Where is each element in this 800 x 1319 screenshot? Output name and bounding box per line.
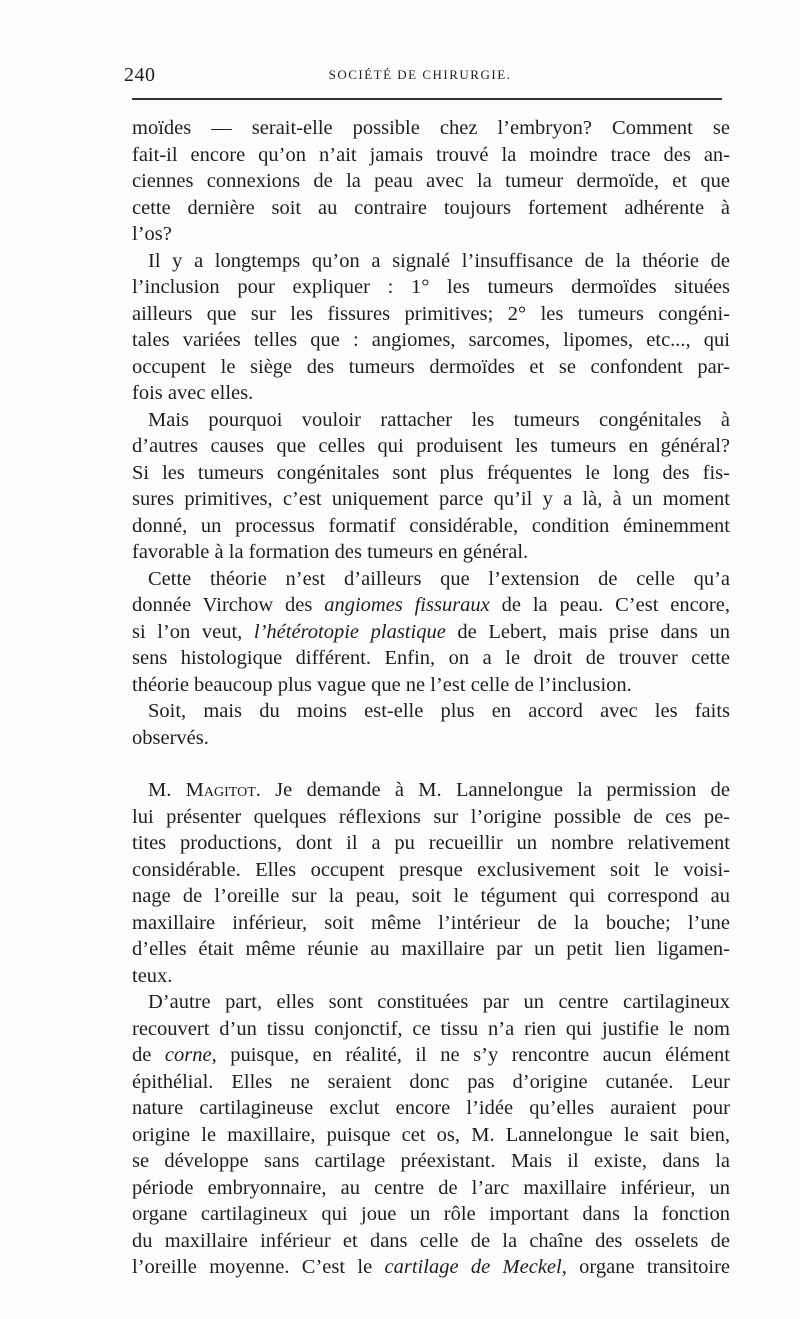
text-line: tites productions, dont il a pu recueillir un nombre relativement — [132, 832, 730, 854]
header-rule — [132, 98, 722, 100]
paragraph-4 — [132, 566, 730, 699]
italic-term: angiomes fissuraux — [324, 594, 490, 616]
text-line: considérable. Elles occupent presque exclusivement soit le voisi- — [132, 858, 730, 881]
text-line: maxillaire inférieur, soit même l’intérieur de la bouche; l’une — [132, 911, 730, 934]
text-run: donnée Virchow des — [132, 594, 325, 616]
text-line: fait-il encore qu’on n’ait jamais trouvé la moindre trace des an- — [132, 143, 730, 166]
text-line: Mais pourquoi vouloir rattacher les tumeurs congénitales à — [148, 408, 730, 431]
text-line: nage de l’oreille sur la peau, soit le tégument qui correspond au — [132, 885, 730, 907]
text-line: favorable à la formation des tumeurs en général. — [132, 541, 529, 563]
text-run: de Lebert, mais prise dans un — [445, 620, 730, 643]
text-line: période embryonnaire, au centre de l’arc maxillaire inférieur, un — [132, 1176, 730, 1199]
text-line: sures primitives, c’est uniquement parce qu’il y a là, à un moment — [132, 488, 730, 510]
text-run: , organe transitoire — [561, 1256, 731, 1278]
text-run: si l’on veut, — [132, 620, 254, 643]
text-line: moïdes — serait-elle possible chez l’embryon? Comment se — [132, 117, 730, 139]
text-line: ciennes connexions de la peau avec la tumeur dermoïde, et que — [132, 170, 730, 192]
text-line — [132, 619, 730, 646]
running-head: SOCIÉTÉ DE CHIRURGIE. — [328, 67, 512, 82]
page-number: 240 — [124, 64, 156, 86]
text-line: origine le maxillaire, puisque cet os, M. Lannelongue le sait bien, — [132, 1123, 730, 1146]
text-line: épithélial. Elles ne seraient donc pas d’origine cutanée. Leur — [132, 1070, 730, 1093]
paragraph-2 — [132, 248, 730, 407]
text-run: l’oreille moyenne. C’est le — [132, 1256, 385, 1278]
text-line: organe cartilagineux qui joue un rôle important dans la fonction — [132, 1203, 730, 1225]
speaker-prefix: M. — [148, 779, 186, 801]
italic-term: l’hétérotopie plastique — [253, 620, 446, 643]
text-line: nature cartilagineuse exclut encore l’idée qu’elles auraient pour — [132, 1097, 730, 1119]
text-line: d’elles était même réunie au maxillaire par un petit lien ligamen- — [132, 938, 730, 960]
text-line — [132, 1042, 730, 1069]
text-line: teux. — [132, 964, 173, 987]
text-line: fois avec elles. — [132, 382, 254, 404]
text-line: se développe sans cartilage préexistant. Mais il existe, dans la — [132, 1150, 730, 1172]
paragraph-7 — [132, 989, 730, 1281]
page-header — [120, 64, 720, 88]
text-run: de — [132, 1044, 165, 1066]
paragraph-6 — [132, 777, 730, 989]
text-line: tales variées telles que : angiomes, sarcomes, lipomes, etc..., qui — [132, 329, 730, 351]
text-line: recouvert d’un tissu conjonctif, ce tissu n’a rien qui justifie le nom — [132, 1017, 730, 1040]
text-run: . Je demande à M. Lannelongue la permission de — [255, 779, 730, 801]
text-line: D’autre part, elles sont constituées par un centre cartilagineux — [148, 991, 730, 1013]
text-line: Il y a longtemps qu’on a signalé l’insuffisance de la théorie de — [148, 249, 730, 272]
text-line: sens histologique différent. Enfin, on a le droit de trouver cette — [132, 647, 730, 669]
text-line: Cette théorie n’est d’ailleurs que l’extension de celle qu’a — [148, 567, 730, 590]
text-line: théorie beaucoup plus vague que ne l’est celle de l’inclusion. — [132, 673, 632, 696]
text-line: d’autres causes que celles qui produisent les tumeurs en général? — [132, 435, 730, 457]
text-run: de la peau. C’est encore, — [489, 594, 730, 616]
text-line: Soit, mais du moins est-elle plus en accord avec les faits — [148, 700, 730, 722]
text-line: lui présenter quelques réflexions sur l’origine possible de ces pe- — [132, 805, 730, 828]
italic-term: cartilage de Meckel — [384, 1256, 562, 1278]
text-line: Si les tumeurs congénitales sont plus fréquentes le long des fis- — [132, 461, 730, 484]
text-line: occupent le siège des tumeurs dermoïdes et se confondent par- — [132, 355, 730, 378]
text-line — [132, 1254, 730, 1281]
text-line: l’inclusion pour expliquer : 1° les tumeurs dermoïdes situées — [132, 276, 730, 298]
text-line: cette dernière soit au contraire toujours fortement adhérente à — [132, 196, 730, 219]
italic-term: corne — [164, 1044, 212, 1066]
text-line: l’os? — [132, 223, 172, 245]
text-line — [132, 592, 730, 619]
body-text — [132, 115, 730, 1281]
paragraph-1 — [132, 115, 730, 248]
text-line: observés. — [132, 726, 209, 749]
speaker-name: Magitot — [185, 779, 256, 801]
text-run: , puisque, en réalité, il ne s’y rencontre aucun élément — [211, 1044, 730, 1066]
paragraph-3 — [132, 407, 730, 566]
text-line: donné, un processus formatif considérable, condition éminemment — [132, 514, 730, 537]
text-line: du maxillaire inférieur et dans celle de la chaîne des osselets de — [132, 1229, 730, 1252]
text-line: ailleurs que sur les fissures primitives; 2° les tumeurs congéni- — [132, 302, 730, 325]
text-line — [132, 777, 730, 804]
paragraph-5 — [132, 698, 730, 751]
